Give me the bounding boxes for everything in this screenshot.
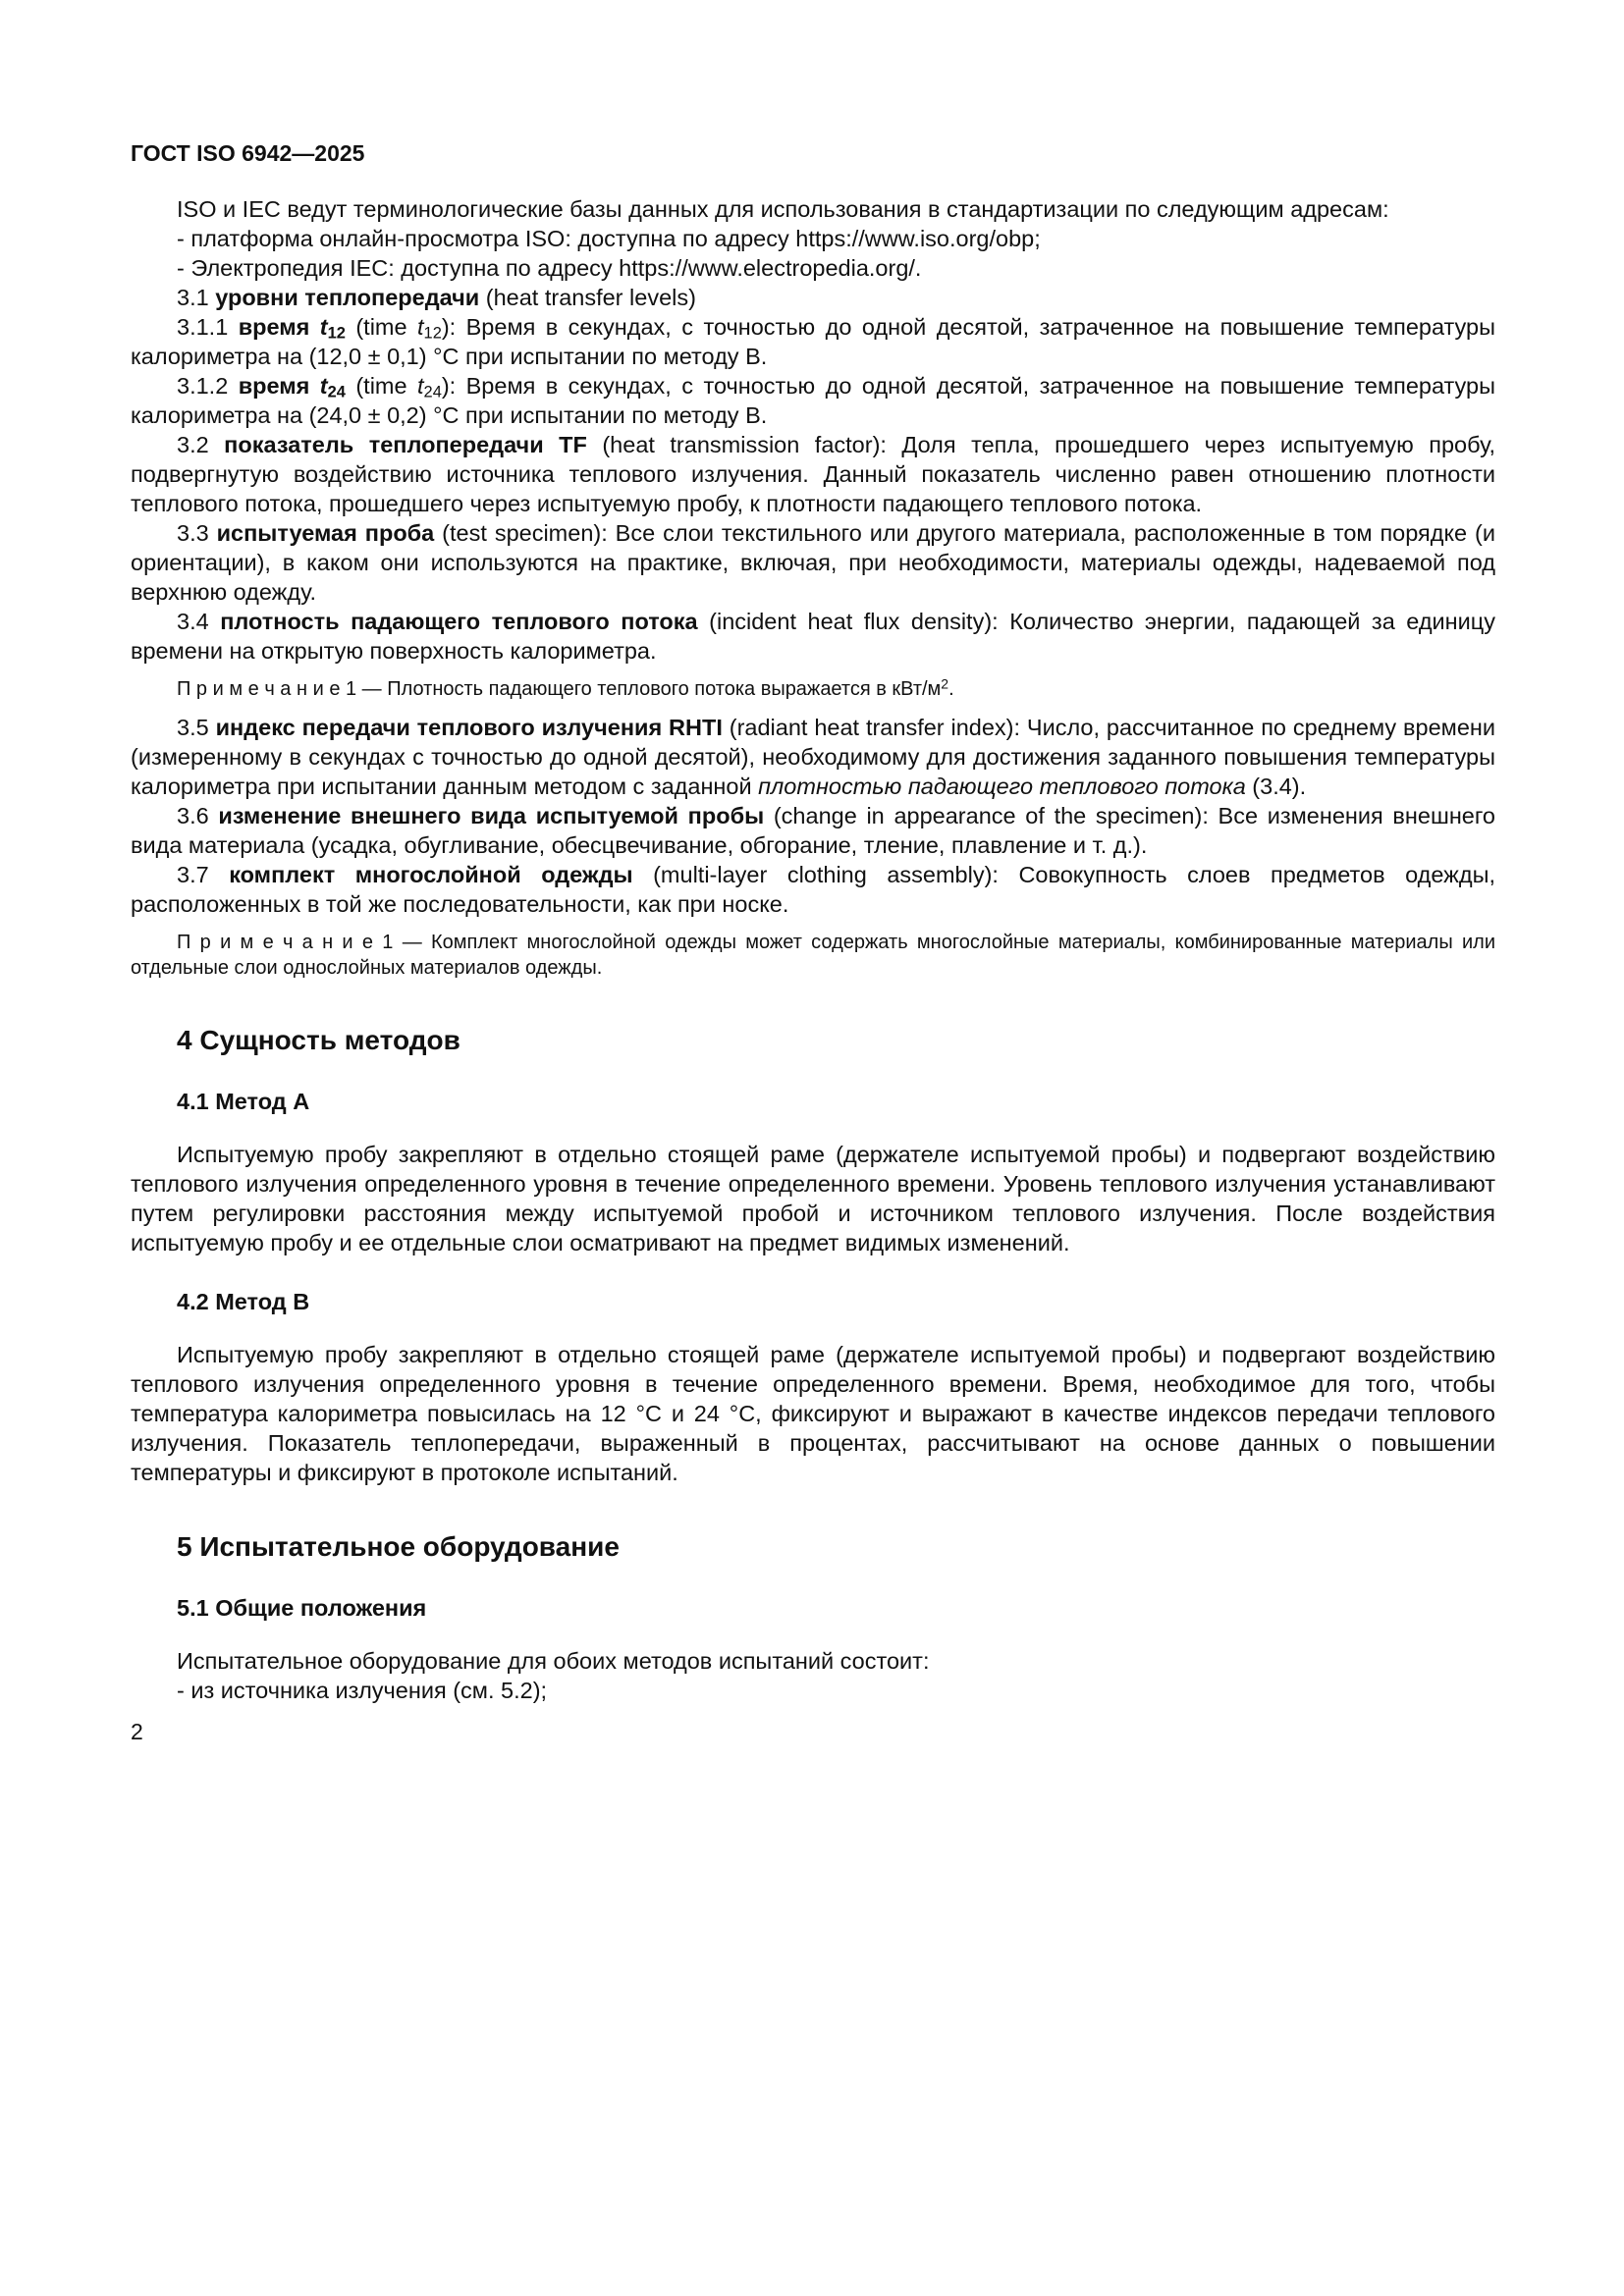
document-header: ГОСТ ISO 6942—2025 [131,140,365,166]
paragraph-method-b: Испытуемую пробу закрепляют в отдельно стоящей раме (держателе испытуемой пробы) и подвергают воздействию теплового излучения определенного уровня в течение определенного времени. Время, необходимое для того, чтобы температура калориметра повысилась на 12 °C и 24 °C, фиксируют и выражают в качестве индексов передачи теплового излучения. Показатель теплопередачи, выраженный в процентах, рассчитывают на основе данных о повышении температуры и фиксируют в протоколе испытаний. [131,1342,1495,1485]
term-3-4: 3.4 плотность падающего теплового потока (incident heat flux density): Количество энергии, падающей за единицу времени на открытую поверхность калориметра. [131,609,1496,664]
note-3-4-1: П р и м е ч а н и е 1 — Плотность падающего теплового потока выражается в кВт/$м^2$. [177,675,954,700]
term-3-6: 3.6 изменение внешнего вида испытуемой пробы (change in appearance of the specimen): Все изменения внешнего вида материала (усадка, обугливание, обесцвечивание, обгорание, тление, плавление и т. д.). [131,803,1495,858]
section-heading-4: 4 Сущность методов [177,1025,460,1055]
term-3-1-2: 3.1.2 время $t_{24}$ (time $t_{24}$): Время в секундах, с точностью до одной десятой, затраченное на повышение температуры калориметра на (24,0 ± 0,2) °C при испытании по методу B. [131,373,1495,428]
term-3-2: 3.2 показатель теплопередачи TF (heat transmission factor): Доля тепла, прошедшего через испытуемую пробу, подвергнутую воздействию источника теплового излучения. Данный показатель численно равен отношению плотности теплового потока, прошедшего через испытуемую пробу, к плотности падающего теплового потока. [131,432,1495,516]
term-3-5: 3.5 индекс передачи теплового излучения RHTI (radiant heat transfer index): Число, рассчитанное по среднему времени (измеренному в секундах с точностью до одной десятой), необходимому для достижения заданного повышения температуры калориметра при испытании данным методом с заданной плотностью падающего теплового потока (3.4). [131,715,1496,799]
document-content [131,140,1495,1745]
list-item-iso-platform: - платформа онлайн-просмотра ISO: доступна по адресу https://www.iso.org/obp; [177,226,1041,251]
list-item-iec-electropedia: - Электропедия IEC: доступна по адресу https://www.electropedia.org/. [177,255,922,281]
term-3-3: 3.3 испытуемая проба (test specimen): Все слои текстильного или другого материала, расположенные в том порядке (и ориентации), в каком они используются на практике, включая, при необходимости, материалы одежды, надеваемой под верхнюю одежду. [131,520,1495,605]
subsection-heading-4-2: 4.2 Метод B [177,1289,310,1314]
paragraph-equipment-intro: Испытательное оборудование для обоих методов испытаний состоит: [177,1648,930,1674]
document-body [131,194,1495,1705]
paragraph-terminology-databases: ISO и IEC ведут терминологические базы данных для использования в стандартизации по следующим адресам: [177,196,1389,222]
term-3-1-1: 3.1.1 время $t_{12}$ (time $t_{12}$): Время в секундах, с точностью до одной десятой, затраченное на повышение температуры калориметра на (12,0 ± 0,1) °C при испытании по методу B. [131,314,1495,369]
note-3-7-1: П р и м е ч а н и е 1 — Комплект многослойной одежды может содержать многослойные материалы, комбинированные материалы или отдельные слои однослойных материалов одежды. [131,932,1495,979]
term-3-7: 3.7 комплект многослойной одежды (multi-layer clothing assembly): Совокупность слоев предметов одежды, расположенных в той же последовательности, как при носке. [131,862,1495,917]
paragraph-method-a: Испытуемую пробу закрепляют в отдельно стоящей раме (держателе испытуемой пробы) и подвергают воздействию теплового излучения определенного уровня в течение определенного времени. Уровень теплового излучения устанавливают путем регулировки расстояния между испытуемой пробой и источником теплового излучения. После воздействия испытуемую пробу и ее отдельные слои осматривают на предмет видимых изменений. [131,1142,1495,1255]
term-3-1: 3.1 уровни теплопередачи (heat transfer levels) [177,285,696,310]
subsection-heading-5-1: 5.1 Общие положения [177,1595,427,1621]
subsection-heading-4-1: 4.1 Метод A [177,1089,310,1114]
section-heading-5: 5 Испытательное оборудование [177,1531,620,1562]
list-item-radiation-source: - из источника излучения (см. 5.2); [177,1678,548,1703]
page-number: 2 [131,1719,143,1744]
